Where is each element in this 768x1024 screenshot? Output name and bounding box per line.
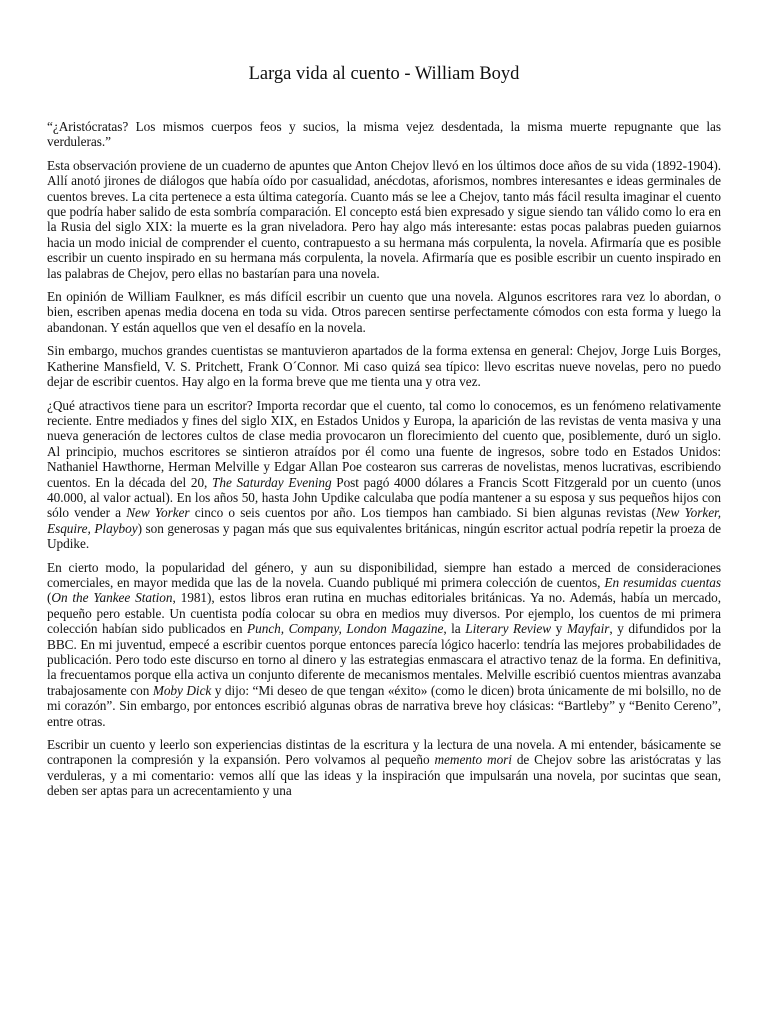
italic-text: Punch, Company, London Magazine (247, 621, 444, 637)
italic-text: Mayfair (566, 621, 610, 637)
italic-text: En resumidas cuentas (604, 574, 721, 590)
text-run: Post pagó 4000 dólares a Francis Scott Fitzgerald por un cuento (unos 40.000, al valor actual). En los años 50, hasta John Updike calculaba que podía mantener a su esposa y sus pequeños hijos con sólo vender a (47, 474, 721, 521)
paragraph-3 (47, 289, 721, 335)
text-run: , la (443, 621, 466, 637)
paragraph-1 (47, 119, 721, 150)
document-body (47, 119, 721, 799)
text-run: Sin embargo, muchos grandes cuentistas se mantuvieron apartados de la forma extensa en general: Chejov, Jorge Luis Borges, Katherine Mansfield, V. S. Pritchett, Frank O´Connor. Mi caso quizá sea típico: llevo escritas nueve novelas, pero no puedo dejar de escribir cuentos. Hay algo en la forma breve que me tienta una y otra vez. (47, 343, 721, 390)
text-run: ) son generosas y pagan más que sus equivalentes británicas, ningún escritor actual podría repetir la proeza de Updike. (47, 520, 721, 552)
paragraph-6 (47, 560, 721, 729)
document-page (47, 62, 721, 807)
text-run: “¿Aristócratas? Los mismos cuerpos feos y sucios, la misma vejez desdentada, la misma muerte repugnante que las verduleras.” (47, 119, 721, 150)
text-run: cinco o seis cuentos por año. Los tiempos han cambiado. Si bien algunas revistas ( (189, 505, 656, 521)
text-run: En cierto modo, la popularidad del género, y aun su disponibilidad, siempre han estado a merced de consideraciones comerciales, en mayor medida que las de la novela. Cuando publiqué mi primera colección de cuentos, (47, 559, 721, 590)
paragraph-7 (47, 737, 721, 799)
paragraph-5 (47, 398, 721, 552)
italic-text: Moby Dick (152, 682, 212, 698)
italic-text: Literary Review (465, 621, 552, 637)
italic-text: On the Yankee Station (51, 590, 173, 606)
document-title: Larga vida al cuento - William Boyd (248, 64, 520, 84)
text-run: En opinión de William Faulkner, es más difícil escribir un cuento que una novela. Algunos escritores rara vez lo abordan, o bien, escriben apenas media docena en toda su vida. Otros parecen sentirse perfectamente cómodos con esta forma y luego la abandonan. Y están aquellos que ven el desafío en la novela. (47, 289, 721, 335)
text-run: Esta observación proviene de un cuaderno de apuntes que Anton Chejov llevó en los últimos doce años de su vida (1892-1904). Allí anotó jirones de diálogos que había oído por casualidad, anécdotas, aforismos, nombres interesantes e ideas germinales de cuentos breves. La cita pertenece a esta última categoría. Cuanto más se lee a Chejov, tanto más fácil resulta imaginar el cuento que podría haber salido de esta sombría comparación. El concepto está bien expresado y sigue siendo tan válido como lo era en la Rusia del siglo XIX: la muerte es la gran niveladora. Pero hay algo más interesante: estas pocas palabras pueden guiarnos hacia un modo inicial de comprender el cuento, contrapuesto a su hermana más corpulenta, la novela. Afirmaría que es posible escribir un cuento inspirado en su hermana más corpulenta, la novela. Afirmaría que es posible escribir un cuento inspirado en las palabras de Chejov, pero ellas no bastarían para una novela. (47, 157, 721, 281)
text-run: Escribir un cuento y leerlo son experiencias distintas de la escritura y la lectura de una novela. A mi entender, básicamente se contraponen la compresión y la expansión. Pero volvamos al pequeño (47, 737, 721, 768)
italic-text: New Yorker (126, 505, 190, 521)
text-run: y dijo: “Mi deseo de que tengan «éxito» (como le dicen) brota únicamente de mi bolsillo, no de mi corazón”. Sin embargo, por entonces escribió algunas obras de narrativa breve hoy clásicas: “Bartleby” y “Benito Cereno”, entre otras. (47, 682, 722, 729)
text-run: , y difundidos por la BBC. En mi juventud, empecé a escribir cuentos porque entonces parecía lógico hacerlo: tendría las mejores probabilidades de publicación. Pero todo este discurso en torno al dinero y las estrategias enmascara el atractivo tenaz de la forma. En definitiva, la frecuentamos porque ella activa un conjunto diferente de mecanismos mentales. Melville escribió cuentos mientras avanzaba trabajosamente con (47, 621, 721, 698)
italic-text: New Yorker, Esquire, Playboy (47, 505, 721, 536)
italic-text: The Saturday Evening (212, 474, 332, 490)
paragraph-4 (47, 343, 721, 389)
text-run: y (551, 621, 567, 637)
text-run: , 1981), estos libros eran rutina en muchas editoriales británicas. Ya no. Además, había un mercado, pequeño pero estable. Un cuentista podía colocar su obra en medios muy diversos. Por ejemplo, los cuentos de mi primera colección habían sido publicados en (47, 590, 721, 637)
text-run: de Chejov sobre las aristócratas y las verduleras, y a mi comentario: vemos allí que las ideas y la inspiración que impulsarán una novela, por sucintas que sean, deben ser aptas para un acrecentamiento y una (47, 752, 721, 799)
text-run: ( (47, 590, 52, 606)
italic-text: memento mori (434, 752, 512, 768)
paragraph-2 (47, 158, 721, 281)
text-run: ¿Qué atractivos tiene para un escritor? Importa recordar que el cuento, tal como lo conocemos, es un fenómeno relativamente reciente. Entre mediados y fines del siglo XIX, en Estados Unidos y Europa, la aparición de las revistas de venta masiva y una nueva generación de lectores cultos de clase media provocaron un florecimiento del cuento que, posiblemente, duró un siglo. Al principio, muchos escritores se sintieron atraídos por él como una fuente de ingresos, sobre todo en Estados Unidos: Nathaniel Hawthorne, Herman Melville y Edgar Allan Poe costearon sus carreras de novelistas, menos lucrativas, escribiendo cuentos. En la década del 20, (47, 397, 721, 490)
